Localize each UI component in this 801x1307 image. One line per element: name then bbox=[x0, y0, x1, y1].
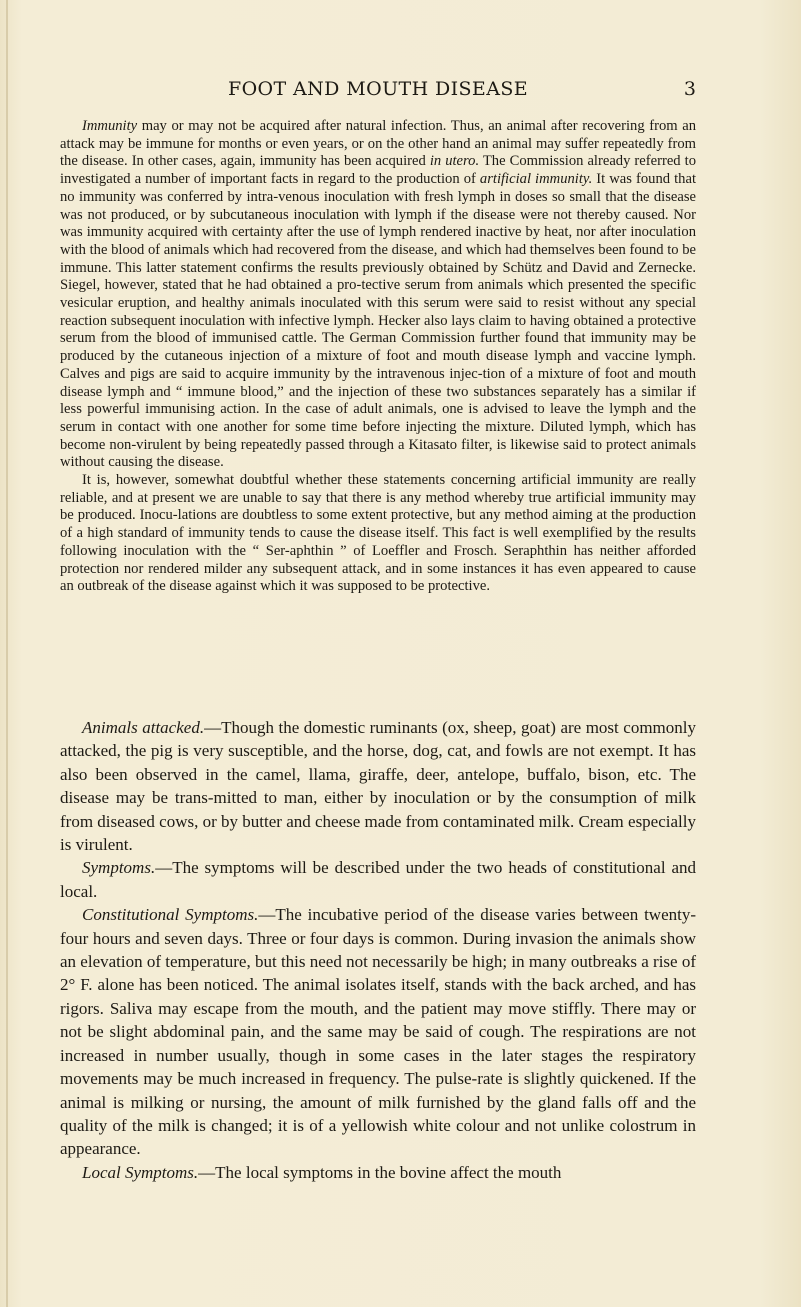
paragraph-emphasis: artificial immunity. bbox=[479, 171, 593, 188]
paragraph-local-symptoms bbox=[60, 1161, 696, 1184]
paragraph-text: —The incubative period of the disease varies between twenty-four hours and seven days. Three or four days is common. During invasion the animals show an elevation of temperature, but this need not necessarily be high; in many outbreaks a rise of 2° F. alone has been noticed. The animal isolates itself, stands with the back arched, and has rigors. Saliva may escape from the mouth, and the patient may move stiffly. There may or not be slight abdominal pain, and the same may be said of cough. The respirations are not increased in number usually, though in some cases in the later stages the respiratory movements may be much increased in frequency. The pulse-rate is slightly quickened. If the animal is milking or nursing, the amount of milk furnished by the gland falls off and the quality of the milk is changed; it is of a yellowish white colour and not unlike colostrum in appearance. bbox=[60, 905, 697, 1159]
paragraph-lead: Local Symptoms. bbox=[82, 1162, 199, 1182]
running-head: FOOT AND MOUTH DISEASE bbox=[227, 78, 529, 100]
paragraph-lead: Constitutional Symptoms. bbox=[82, 905, 259, 925]
paragraph-text: —The local symptoms in the bovine affect the mouth bbox=[198, 1162, 562, 1182]
paragraph-symptoms bbox=[60, 856, 696, 903]
paragraph-text: —Though the domestic ruminants (ox, sheep, goat) are most commonly attacked, the pig is very susceptible, and the horse, dog, cat, and fowls are not exempt. It has also been observed in the camel, llama, giraffe, deer, antelope, buffalo, bison, etc. The disease may be trans-mitted to man, either by inoculation or by the consumption of milk from diseased cows, or by butter and cheese made from contaminated milk. Cream especially is virulent. bbox=[60, 718, 696, 855]
paragraph-text: It was found that no immunity was conferred by intra-venous inoculation with fresh lymph in doses so small that the disease was not produced, or by subcutaneous inoculation with lymph if the disease were not thereby caused. Nor was immunity acquired with certainty after the use of lymph rendered inactive by heat, nor after inoculation with the blood of animals which had recovered from the disease, and which had themselves been found to be immune. This latter statement confirms the results previously obtained by Schütz and David and Zernecke. Siegel, however, stated that he had obtained a pro-tective serum from animals which presented the specific vesicular eruption, and healthy animals inoculated with this serum were said to resist without any special reaction subsequent inoculation with infective lymph. Hecker also lays claim to having obtained a protective serum from the blood of immunised cattle. The German Commission further found that immunity may be produced by the cutaneous injection of a mixture of foot and mouth disease lymph and vaccine lymph. Calves and pigs are said to acquire immunity by the intravenous injec-tion of a mixture of foot and mouth disease lymph and “ immune blood,” and the injection of these two substances separately has a similar if less powerful immunising action. In the case of adult animals, one is advised to leave the lymph and the serum in contact with one another for some time before injecting the mixture. Diluted lymph, which has become non-virulent by being repeatedly passed through a Kitasato filter, is likewise said to protect animals without causing the disease. bbox=[60, 171, 696, 471]
paragraph-lead: Immunity bbox=[82, 118, 138, 134]
paragraph-constitutional-symptoms bbox=[60, 903, 696, 1160]
paragraph-emphasis: in utero. bbox=[429, 153, 480, 170]
main-text-section bbox=[60, 716, 696, 1184]
paragraph-lead: Animals attacked. bbox=[82, 718, 205, 737]
paragraph-text: may or may not be acquired after natural infection. Thus, an animal after recovering from an attack may be immune for months or even years, or on the other hand an animal may suffer repeatedly from the disease. In other cases, again, immunity has been acquired bbox=[60, 118, 696, 170]
paragraph-immunity bbox=[60, 118, 696, 472]
page-header bbox=[60, 78, 696, 102]
paragraph-animals-attacked bbox=[60, 716, 696, 856]
paragraph-text: —The symptoms will be described under the two heads of constitutional and local. bbox=[60, 858, 696, 901]
paragraph-lead: Symptoms. bbox=[82, 858, 156, 878]
paragraph-text: The Commission already referred to investigated a number of important facts in regard to the production of bbox=[60, 153, 696, 188]
paragraph-doubtful: It is, however, somewhat doubtful whether these statements concerning artificial immunity are really reliable, and at present we are unable to say that there is any method whereby true artificial immunity may be produced. Inocu-lations are doubtless to some extent protective, but any method aiming at the production of a high standard of immunity tends to cause the disease itself. This fact is well exemplified by the results following inoculation with the “ Ser-aphthin ” of Loeffler and Frosch. Seraphthin has neither afforded protection nor rendered milder any subsequent attack, and in some instances it has even appeared to cause an outbreak of the disease against which it was supposed to be protective. bbox=[60, 472, 696, 595]
binding-gutter bbox=[6, 0, 8, 1307]
small-print-section bbox=[60, 118, 696, 596]
page-number: 3 bbox=[683, 78, 696, 100]
